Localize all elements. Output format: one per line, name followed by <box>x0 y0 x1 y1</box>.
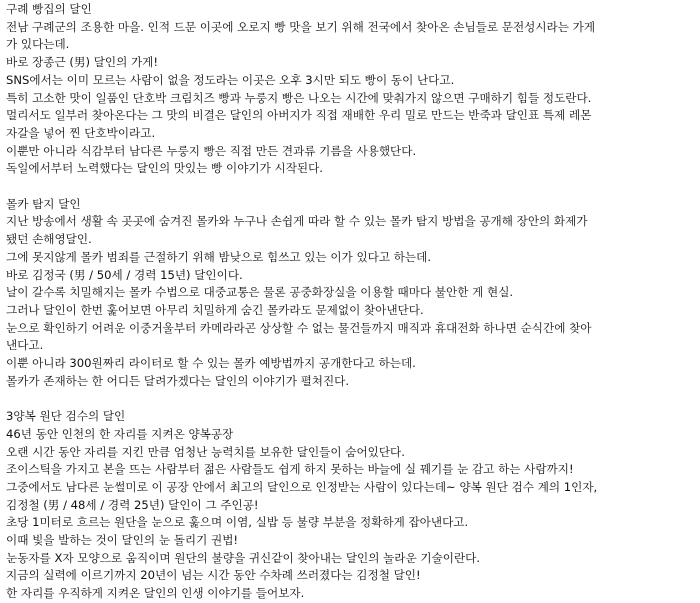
paragraph-line: 이때 빛을 발하는 것이 달인의 눈 돌리기 권법! <box>6 533 239 548</box>
paragraph-line: 날이 갈수록 치밀해지는 몰카 수법으로 대중교통은 물론 공중화장실을 이용할 때마다 불안한 게 현실. <box>6 285 514 300</box>
section-bakery <box>6 1 694 178</box>
paragraph-line: 몰카가 존재하는 한 어디든 달려가겠다는 달인의 이야기가 펼쳐진다. <box>6 373 350 388</box>
paragraph-line: 독일에서부터 노력했다는 달인의 맛있는 빵 이야기가 시작된다. <box>6 161 323 176</box>
paragraph-line: 46년 동안 인천의 한 자리를 지켜온 양복공장 <box>6 426 234 441</box>
paragraph-line: 자갈을 넣어 찐 단호박이라고. <box>6 125 156 140</box>
paragraph-line: 그에 못지않게 몰카 범죄를 근절하기 위해 밤낮으로 힘쓰고 있는 이가 있다고 하는데. <box>6 249 432 264</box>
paragraph-line: 됐던 손해영달인. <box>6 232 92 247</box>
paragraph-line: 오랜 시간 동안 자리를 지킨 만큼 엄청난 능력치를 보유한 달인들이 숨어있단다. <box>6 444 405 459</box>
paragraph-line: 그중에서도 남다른 눈썰미로 이 공장 안에서 최고의 달인으로 인정받는 사람이 있다는데~ 양복 원단 검수 계의 1인자, <box>6 479 598 494</box>
paragraph-line: 눈동자를 X자 모양으로 움직이며 원단의 불량을 귀신같이 찾아내는 달인의 놀라운 기술이란다. <box>6 550 481 565</box>
paragraph-line: 이뿐만 아니라 식감부터 남다른 누룽지 빵은 직접 만든 견과류 기름을 사용했단다. <box>6 143 417 158</box>
blank-line <box>6 178 694 196</box>
paragraph-line: 조이스틱을 가지고 본을 뜨는 사람부터 젊은 사람들도 쉽게 하지 못하는 바늘에 실 꿰기를 눈 감고 하는 사람까지! <box>6 462 574 477</box>
paragraph-line: 한 자리를 우직하게 지켜온 달인의 인생 이야기를 들어보자. <box>6 586 305 601</box>
section-title: 구례 빵집의 달인 <box>6 2 92 16</box>
paragraph-line: 눈으로 확인하기 어려운 이중거울부터 카메라라곤 상상할 수 없는 물건들까지 매직과 휴대전화 하나면 순식간에 찾아 <box>6 320 592 335</box>
paragraph-line: 낸다고. <box>6 338 44 353</box>
paragraph-line: 가 있다는데. <box>6 37 70 52</box>
paragraph-line: 그러나 달인이 한번 훑어보면 아무리 치밀하게 숨긴 몰카라도 문제없이 찾아낸단다. <box>6 302 424 317</box>
section-hidden-camera <box>6 196 694 391</box>
paragraph-line: 이뿐 아니라 300원짜리 라이터로 할 수 있는 몰카 예방법까지 공개한다고 하는데. <box>6 356 416 371</box>
paragraph-line: SNS에서는 이미 모르는 사람이 없을 정도라는 이곳은 오후 3시만 되도 빵이 동이 난다고. <box>6 72 455 87</box>
paragraph-line: 바로 장종근 (男) 달인의 가게! <box>6 55 159 70</box>
paragraph-line: 전남 구례군의 조용한 마을. 인적 드문 이곳에 오로지 빵 맛을 보기 위해 전국에서 찾아온 손님들로 문전성시라는 가게 <box>6 19 596 34</box>
section-title: 3양복 원단 검수의 달인 <box>6 409 126 424</box>
paragraph-line: 초당 1미터로 흐르는 원단을 눈으로 훑으며 이염, 실밥 등 불량 부분을 정확하게 잡아낸다고. <box>6 515 469 530</box>
section-title: 몰카 탐지 달인 <box>6 196 81 211</box>
blank-line <box>6 390 694 408</box>
paragraph-line: 지난 방송에서 생활 속 곳곳에 숨겨진 몰카와 누구나 손쉽게 따라 할 수 있는 몰카 탐지 방법을 공개해 장안의 화제가 <box>6 214 588 229</box>
paragraph-line: 김정철 (男 / 48세 / 경력 25년) 달인이 그 주인공! <box>6 497 259 512</box>
paragraph-line: 특히 고소한 맛이 일품인 단호박 크림치즈 빵과 누룽지 빵은 나오는 시간에 맞춰가지 않으면 구매하기 힘들 정도란다. <box>6 90 592 105</box>
paragraph-line: 바로 김정국 (男 / 50세 / 경력 15년) 달인이다. <box>6 267 243 282</box>
paragraph-line: 멀리서도 일부러 찾아온다는 그 맛의 비결은 달인의 아버지가 직접 재배한 우리 밀로 만드는 반죽과 달인표 특제 레몬 <box>6 108 592 123</box>
section-suit-fabric <box>6 408 694 603</box>
paragraph-line: 지금의 실력에 이르기까지 20년이 넘는 시간 동안 수차례 쓰러졌다는 김정철 달인! <box>6 568 421 583</box>
